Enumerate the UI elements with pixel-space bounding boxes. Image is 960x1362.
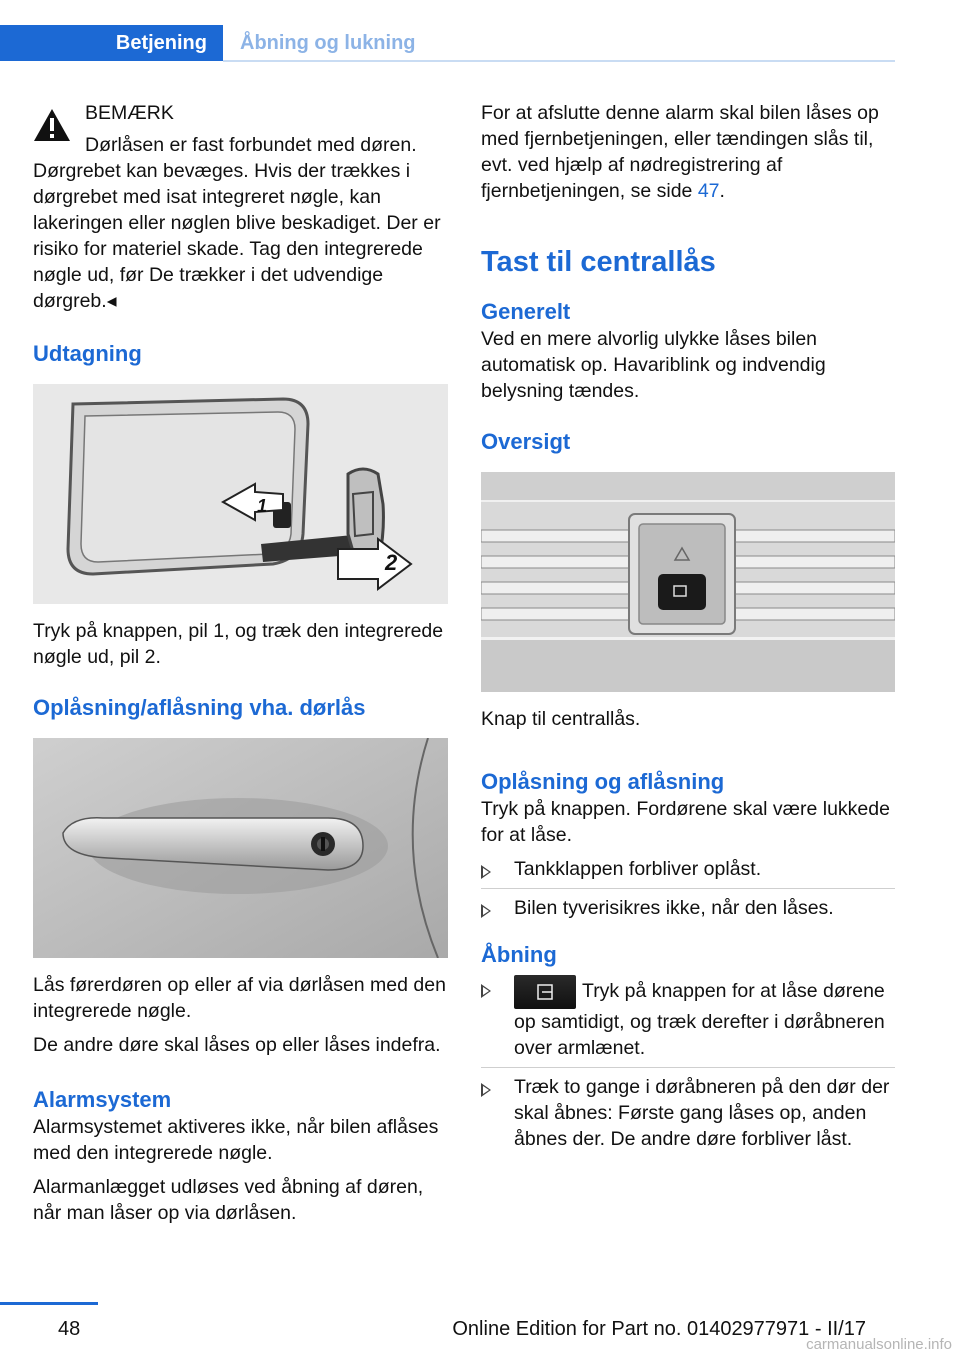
note-first-line: Dørlåsen er fast forbundet med døren. <box>85 134 417 156</box>
heading-tast-til-centrallas: Tast til centrallås <box>481 246 716 278</box>
page-link-47[interactable]: 47 <box>697 180 720 202</box>
list-item-text: Tankklappen forbliver oplåst. <box>514 858 762 880</box>
central-lock-figure <box>481 472 895 692</box>
list-item-text: Træk to gange i døråbneren på den dør der skal åbnes: Første gang låses op, anden åbnes der. De andre døre forbliver låst. <box>514 1076 890 1150</box>
alarm-text-1: Alarmsystemet aktiveres ikke, når bilen aflåses med den integrerede nøgle. <box>33 1116 439 1164</box>
alarm-intro <box>481 100 895 204</box>
oplasning-text: Tryk på knappen. Fordørene skal være lukkede for at låse. <box>481 798 890 846</box>
udtagning-caption: Tryk på knappen, pil 1, og træk den integrerede nøgle ud, pil 2. <box>33 620 444 668</box>
warning-note <box>33 100 448 314</box>
central-lock-button-icon <box>514 975 576 1009</box>
note-title: BEMÆRK <box>85 102 174 124</box>
abning-list <box>481 975 895 1158</box>
key-removal-figure <box>33 384 448 604</box>
bullet-triangle-icon <box>481 984 491 998</box>
alarm-intro-text: For at afslutte denne alarm skal bilen låses op med fjernbetjeningen, eller tændingen slås til, evt. ved hjælp af nødregistrering af fjernbetjeningen, se side <box>481 102 879 202</box>
heading-alarm: Alarmsystem <box>33 1087 172 1112</box>
chapter-tab[interactable]: Betjening <box>0 25 223 61</box>
bullet-triangle-icon <box>481 904 491 918</box>
doorlock-text-2: De andre døre skal låses op eller låses indefra. <box>33 1034 441 1056</box>
arrow-2-label: 2 <box>385 550 398 575</box>
heading-udtagning: Udtagning <box>33 341 142 366</box>
left-column <box>33 100 448 1226</box>
bullet-triangle-icon <box>481 865 491 879</box>
header-divider <box>223 60 895 62</box>
heading-doorlock: Oplåsning/aflåsning vha. dørlås <box>33 695 366 720</box>
arrow-1-label: 1 <box>257 496 268 516</box>
list-item <box>481 1074 895 1158</box>
central-lock-illustration <box>481 472 895 692</box>
heading-abning: Åbning <box>481 942 557 967</box>
heading-oversigt: Oversigt <box>481 429 571 454</box>
heading-oplasning: Oplåsning og aflåsning <box>481 769 725 794</box>
list-item <box>481 895 895 927</box>
section-tab[interactable]: Åbning og lukning <box>240 31 416 54</box>
list-item <box>481 975 895 1068</box>
generelt-text: Ved en mere alvorlig ulykke låses bilen automatisk op. Havariblink og indvendig belysning tændes. <box>481 328 826 402</box>
doorlock-text-1: Lås førerdøren op eller af via dørlåsen med den integrerede nøgle. <box>33 974 446 1022</box>
note-body: Dørgrebet kan bevæges. Hvis der trækkes i dørgrebet med isat integreret nøgle, kan lakeringen eller nøglen blive beskadiget. Der er risiko for materiel skade. Tag den integrerede nøgle ud, før De trækker i det udvendige dørgreb.◂ <box>33 160 441 312</box>
footer-divider <box>0 1302 98 1305</box>
bullet-triangle-icon <box>481 1083 491 1097</box>
heading-generelt: Generelt <box>481 299 571 324</box>
warning-icon <box>33 108 71 142</box>
list-item-text: Tryk på knappen for at låse dørene op samtidigt, og træk derefter i døråbneren over armlænet. <box>514 980 885 1059</box>
door-handle-illustration <box>33 738 448 958</box>
footer-edition: Online Edition for Part no. 01402977971 - II/17 <box>452 1318 866 1340</box>
list-item-text: Bilen tyverisikres ikke, når den låses. <box>514 897 834 919</box>
watermark: carmanualsonline.info <box>806 1336 952 1353</box>
right-column <box>481 100 895 1164</box>
oversigt-caption: Knap til centrallås. <box>481 708 641 730</box>
alarm-text-2: Alarmanlægget udløses ved åbning af døren, når man låser op via dørlåsen. <box>33 1176 424 1224</box>
page-number: 48 <box>58 1318 81 1340</box>
door-handle-figure <box>33 738 448 958</box>
list-item <box>481 856 895 889</box>
oplasning-list <box>481 856 895 927</box>
intro-end: . <box>719 180 725 202</box>
page-header <box>0 0 960 62</box>
